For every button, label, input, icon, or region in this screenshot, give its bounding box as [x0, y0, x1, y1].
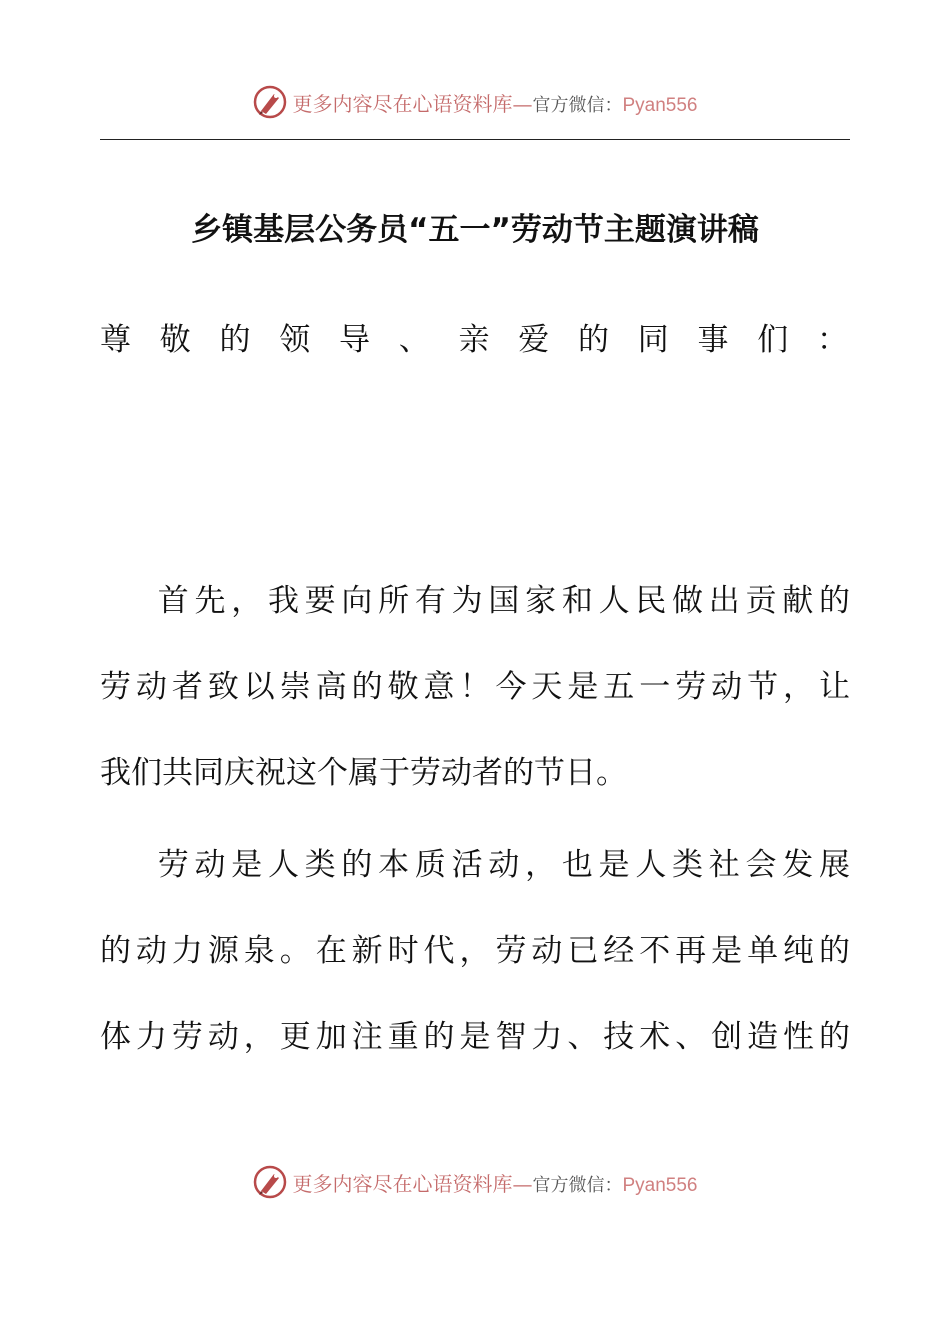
salutation: 尊敬的领导、亲爱的同事们：	[100, 322, 850, 358]
footer-banner-text	[292, 1168, 697, 1197]
footer-banner	[0, 1162, 950, 1202]
header-banner-dash: —	[512, 91, 533, 116]
paragraph-line: 劳动者致以崇高的敬意！今天是五一劳动节，让	[100, 669, 850, 705]
paragraph-line: 首先，我要向所有为国家和人民做出贡献的	[152, 583, 850, 619]
header-banner-text	[292, 88, 697, 117]
paragraph-2	[100, 822, 850, 1080]
footer-banner-dash: —	[512, 1171, 533, 1196]
footer-banner-handle: Pyan556	[622, 1174, 698, 1196]
footer-banner-main: 更多内容尽在心语资料库	[292, 1171, 513, 1196]
pen-nib-logo-icon	[252, 1164, 288, 1200]
document-title: 乡镇基层公务员“五一”劳动节主题演讲稿	[191, 212, 759, 248]
pen-nib-logo-icon	[252, 84, 288, 120]
footer-banner-wechat-label: 官方微信：	[532, 1174, 623, 1196]
header-banner-wechat-label: 官方微信：	[532, 94, 623, 116]
header-banner-handle: Pyan556	[622, 94, 698, 116]
paragraph-line: 我们共同庆祝这个属于劳动者的节日。	[100, 755, 627, 791]
header-banner-main: 更多内容尽在心语资料库	[292, 91, 513, 116]
paragraph-1	[100, 558, 850, 816]
paragraph-line: 体力劳动，更加注重的是智力、技术、创造性的	[100, 1019, 850, 1055]
paragraph-line: 劳动是人类的本质活动，也是人类社会发展	[152, 847, 850, 883]
paragraph-line: 的动力源泉。在新时代，劳动已经不再是单纯的	[100, 933, 850, 969]
header-banner	[0, 82, 950, 122]
header-divider	[100, 139, 850, 140]
